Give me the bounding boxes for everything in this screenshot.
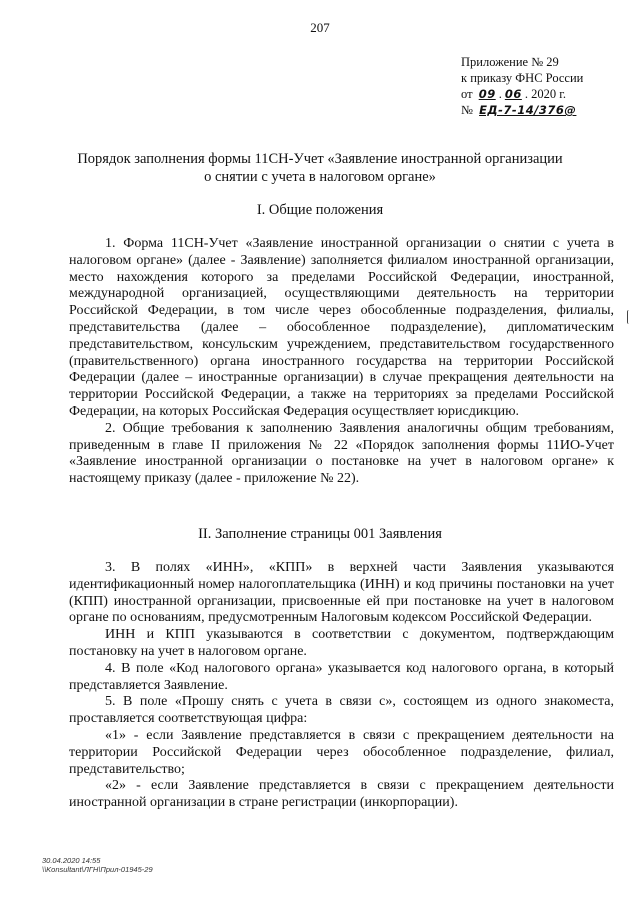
- section-2-body: [69, 560, 614, 812]
- section-1-body: [69, 236, 614, 488]
- section-2-heading: II. Заполнение страницы 001 Заявления: [198, 526, 442, 542]
- paragraph: 2. Общие требования к заполнению Заявления аналогичны общим требованиям, приведенным в главе II приложения № 22 «Порядок заполнения формы 11ИО-Учет «Заявление иностранной организации о постановке на учет в налоговом органе» к настоящему приказу (далее - приложение № 22).: [69, 420, 614, 487]
- footer-path: \\Konsultant\ЛГН\Прил-01945-29: [42, 865, 153, 874]
- page-number: 207: [310, 20, 330, 35]
- section-1-heading: I. Общие положения: [256, 202, 384, 218]
- date-prefix: от: [461, 87, 473, 101]
- number-prefix: №: [461, 103, 473, 117]
- date-year: 2020 г.: [531, 87, 567, 101]
- appendix-number: [461, 102, 583, 118]
- appendix-order-ref: к приказу ФНС России: [461, 71, 584, 85]
- paragraph: «2» - если Заявление представляется в связи с прекращением деятельности иностранной организации в стране регистрации (инкорпорации).: [69, 778, 614, 811]
- footer-timestamp: 30.04.2020 14:55: [42, 856, 101, 865]
- paragraph: ИНН и КПП указываются в соответствии с документом, подтверждающим постановку на учет в налоговом органе.: [69, 627, 614, 659]
- title-line-1: Порядок заполнения формы 11СН-Учет «Заявление иностранной организации: [77, 151, 563, 167]
- title-line-2: о снятии с учета в налоговом органе»: [204, 169, 436, 185]
- handwritten-order-number: ЕД-7-14/376@: [479, 103, 577, 117]
- footer-stamp: [42, 856, 153, 874]
- appendix-title: Приложение № 29: [461, 55, 559, 69]
- handwritten-day: 09: [478, 87, 496, 101]
- document-title: [40, 150, 600, 186]
- paragraph: «1» - если Заявление представляется в связи с прекращением деятельности на территории Российской Федерации через обособленное подразделение, филиал, представительство;: [69, 727, 614, 777]
- appendix-block: [461, 54, 583, 118]
- paragraph: 3. В полях «ИНН», «КПП» в верхней части Заявления указываются идентификационный номер налогоплательщика (ИНН) и код причины постановки на учет (КПП) иностранной организации, присвоенные ей при постановке на учет в налоговом органе по основаниям, предусмотренным Налоговым кодексом Российской Федерации.: [69, 560, 614, 626]
- paragraph: 1. Форма 11СН-Учет «Заявление иностранной организации о снятии с учета в налоговом органе» (далее - Заявление) заполняется филиалом иностранной организации, место нахождения которого за пределами Российской Федерации, иностранной, международной организацией, осуществляющими деятельность на территории Российской Федерации, в том числе через обособленные подразделения, филиалы, представительства (далее – обособленное подразделение), дипломатическим представительством, консульским учреждением, представительством государственного (правительственного) органа иностранного государства на территории Российской Федерации (далее – иностранные организации) в случае прекращения деятельности на территории Российской Федерации, а также на территориях за пределами Российской Федерации, на которых Российская Федерация осуществляет юрисдикцию.: [69, 236, 614, 419]
- scan-edge-mark: [627, 310, 634, 324]
- paragraph: 4. В поле «Код налогового органа» указывается код налогового органа, в который представляется Заявление.: [69, 660, 614, 693]
- handwritten-month: 06: [504, 87, 522, 101]
- appendix-date: от 09 . 06 . 2020 г.: [461, 87, 567, 101]
- paragraph: 5. В поле «Прошу снять с учета в связи с», состоящем из одного знакоместа, проставляется соответствующая цифра:: [69, 694, 614, 727]
